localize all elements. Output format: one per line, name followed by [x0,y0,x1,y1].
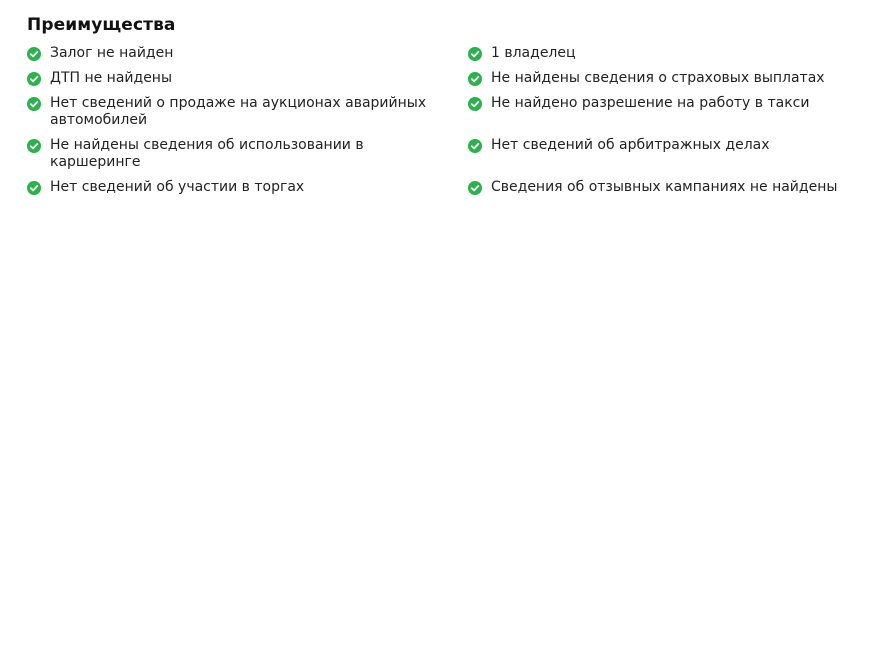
item-label: 1 владелец [491,45,576,61]
list-item [27,45,468,62]
check-circle-icon [27,97,41,111]
list-item [468,70,868,87]
item-label: Не найдено разрешение на работу в такси [491,95,810,111]
item-label: Нет сведений о продаже на аукционах аварийных автомобилей [50,95,427,128]
check-circle-icon [468,97,482,111]
advantages-section [0,0,885,196]
list-item [468,137,868,171]
check-circle-icon [468,72,482,86]
item-label: Залог не найден [50,45,174,61]
list-item [27,70,468,87]
section-title: Преимущества [27,15,176,35]
item-label: Не найдены сведения об использовании в каршеринге [50,137,364,170]
check-circle-icon [27,47,41,61]
item-label: Нет сведений об арбитражных делах [491,137,770,153]
list-item [27,95,468,129]
item-label: ДТП не найдены [50,70,173,86]
item-label: Нет сведений об участии в торгах [50,179,305,195]
check-circle-icon [27,139,41,153]
check-circle-icon [468,181,482,195]
list-item [468,179,868,196]
item-label: Сведения об отзывных кампаниях не найдены [491,179,838,195]
list-item [27,137,468,171]
advantages-list [27,45,885,196]
check-circle-icon [27,72,41,86]
check-circle-icon [468,139,482,153]
check-circle-icon [468,47,482,61]
list-item [468,95,868,129]
check-circle-icon [27,181,41,195]
list-item [27,179,468,196]
item-label: Не найдены сведения о страховых выплатах [491,70,825,86]
list-item [468,45,868,62]
